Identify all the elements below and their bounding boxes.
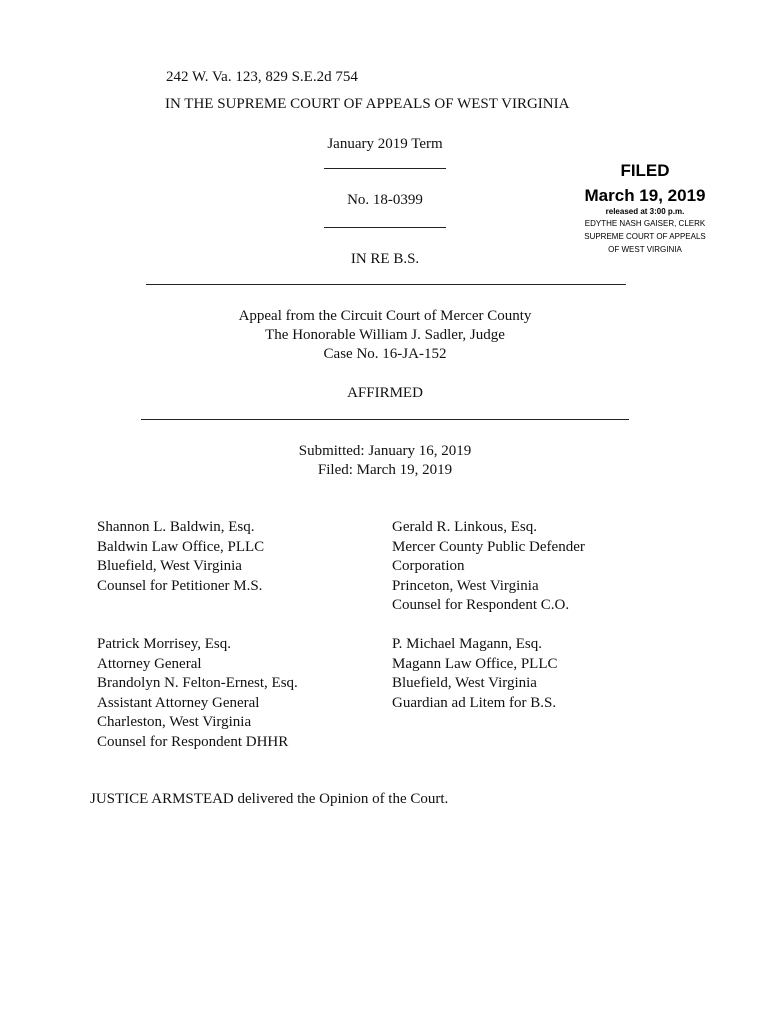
stamp-court-line1: SUPREME COURT OF APPEALS [584, 232, 706, 241]
submitted-date: Submitted: January 16, 2019 [298, 443, 472, 459]
rule-after-case-name [146, 284, 626, 285]
court-name: IN THE SUPREME COURT OF APPEALS OF WEST VIRGINIA [165, 96, 570, 112]
stamp-filed: FILED [620, 161, 670, 180]
counsel-line: Attorney General [97, 655, 202, 672]
docket-number: No. 18-0399 [347, 192, 423, 208]
counsel-line: Counsel for Respondent C.O. [392, 597, 570, 613]
rule-after-disposition [141, 419, 629, 420]
short-rule-1 [324, 168, 446, 169]
counsel-line: Corporation [392, 558, 465, 574]
term: January 2019 Term [327, 136, 443, 152]
appeal-line-2: The Honorable William J. Sadler, Judge [265, 327, 505, 343]
appeal-line-1: Appeal from the Circuit Court of Mercer County [238, 308, 532, 324]
counsel-line: P. Michael Magann, Esq. [392, 636, 542, 652]
disposition: AFFIRMED [347, 385, 423, 401]
counsel-respondent-co [392, 518, 585, 616]
counsel-guardian [392, 635, 558, 713]
stamp-released: released at 3:00 p.m. [605, 207, 685, 216]
counsel-line: Bluefield, West Virginia [97, 558, 242, 574]
counsel-line: Gerald R. Linkous, Esq. [392, 519, 537, 535]
filed-date: Filed: March 19, 2019 [317, 462, 453, 478]
counsel-petitioner [97, 518, 264, 596]
stamp-date: March 19, 2019 [584, 186, 706, 205]
counsel-line: Mercer County Public Defender [392, 538, 585, 555]
counsel-line: Brandolyn N. Felton-Ernest, Esq. [97, 675, 298, 691]
counsel-line: Guardian ad Litem for B.S. [392, 694, 557, 711]
opinion-author: JUSTICE ARMSTEAD delivered the Opinion of the Court. [90, 791, 449, 807]
counsel-line: Charleston, West Virginia [97, 714, 252, 730]
counsel-line: Shannon L. Baldwin, Esq. [97, 519, 255, 535]
counsel-line: Princeton, West Virginia [392, 577, 539, 594]
counsel-line: Baldwin Law Office, PLLC [97, 538, 265, 555]
stamp-clerk: EDYTHE NASH GAISER, CLERK [584, 219, 706, 228]
counsel-respondent-dhhr [97, 635, 298, 752]
counsel-line: Assistant Attorney General [97, 694, 260, 711]
counsel-line: Bluefield, West Virginia [392, 675, 537, 691]
case-name: IN RE B.S. [350, 251, 420, 267]
counsel-line: Counsel for Petitioner M.S. [97, 577, 263, 594]
counsel-line: Counsel for Respondent DHHR [97, 733, 289, 750]
appeal-line-3: Case No. 16-JA-152 [323, 346, 447, 362]
counsel-line: Patrick Morrisey, Esq. [97, 636, 232, 652]
citation: 242 W. Va. 123, 829 S.E.2d 754 [166, 69, 358, 85]
stamp-court-line2: OF WEST VIRGINIA [608, 245, 682, 254]
short-rule-2 [324, 227, 446, 228]
counsel-line: Magann Law Office, PLLC [392, 655, 558, 672]
